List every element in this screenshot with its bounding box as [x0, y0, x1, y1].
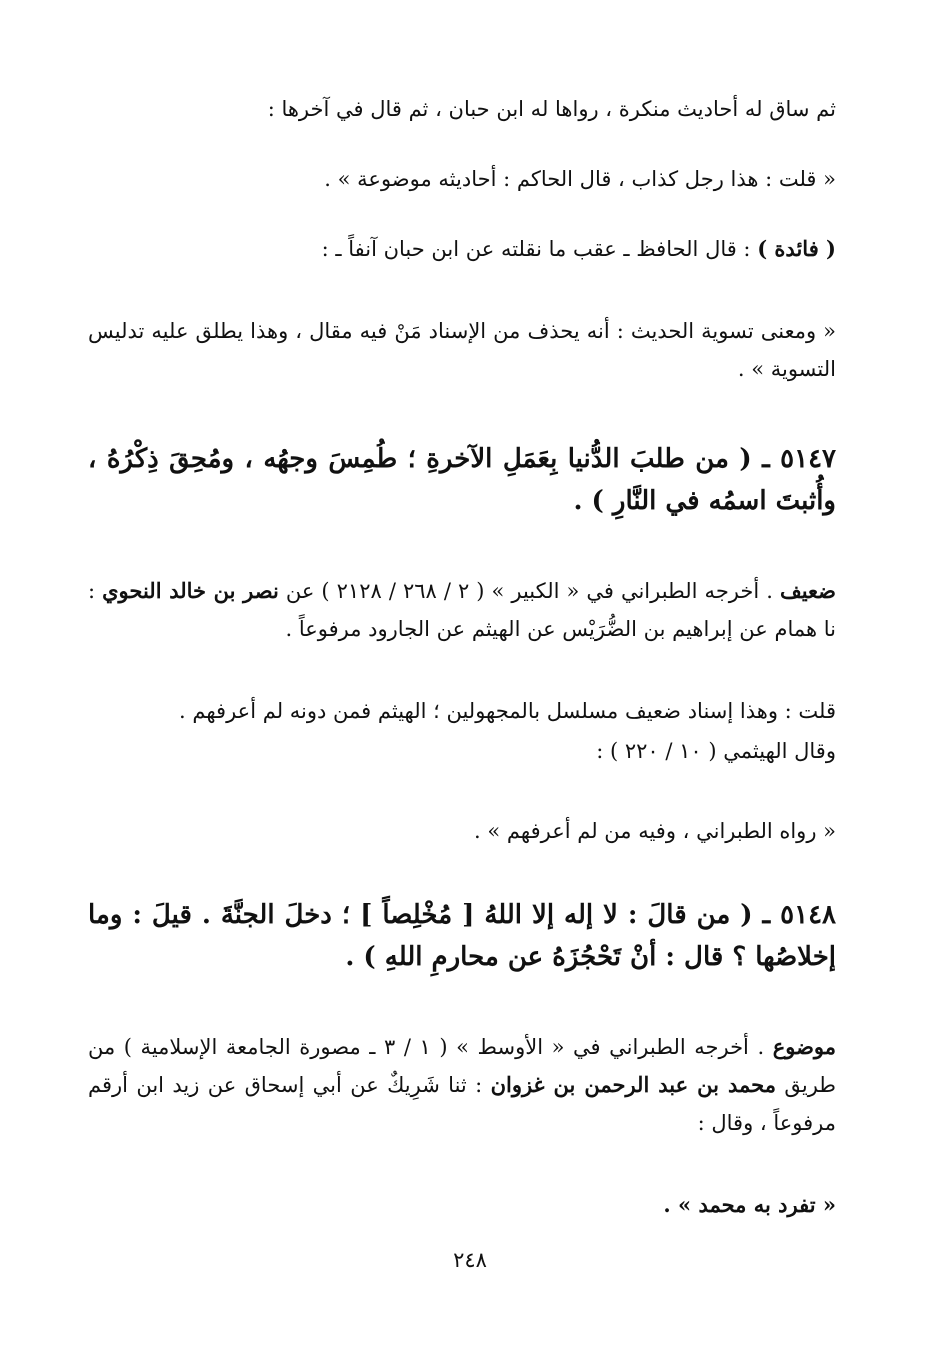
faida-label: ( فائدة ) [757, 236, 836, 261]
page-number: ٢٤٨ [453, 1248, 487, 1272]
takhrij-text-cont: : ثنا شَرِيكٌ عن أبي إسحاق عن زيد ابن أرقم مرفوعاً ، وقال : [88, 1073, 836, 1135]
takhrij-5148 [88, 1028, 836, 1142]
narrator-name: محمد بن عبد الرحمن بن غزوان [490, 1072, 776, 1097]
takhrij-5147 [88, 572, 836, 648]
hadith-5147: ٥١٤٧ ـ ( من طلبَ الدُّنيا بِعَمَلِ الآخرةِ ؛ طُمِسَ وجهُه ، ومُحِقَ ذِكْرُهُ ، وأُثبتَ اسمُه في النَّارِ ) . [88, 444, 836, 516]
hadith-5148: ٥١٤٨ ـ ( من قالَ : لا إله إلا اللهُ [ مُخْلِصاً ] ؛ دخلَ الجنَّةَ . قيلَ : وما إخلاصُها ؟ قال : أنْ تَحْجُزَهُ عن محارمِ اللهِ ) . [88, 900, 836, 972]
text-line-quote-hakim: « قلت : هذا رجل كذاب ، قال الحاكم : أحاديثه موضوعة » . [324, 167, 836, 191]
grade-label: موضوع [772, 1034, 836, 1059]
narrator-name: نصر بن خالد النحوي [102, 578, 279, 603]
quote-haythami: « رواه الطبراني ، وفيه من لم أعرفهم » . [474, 819, 836, 843]
takhrij-text-cont: : نا همام عن إبراهيم بن الضُّرَيْس عن الهيثم عن الجارود مرفوعاً . [88, 579, 836, 641]
paragraph-taswiya: « ومعنى تسوية الحديث : أنه يحذف من الإسناد مَنْ فيه مقال ، وهذا يطلق عليه تدليس التسوية » . [88, 319, 836, 381]
comment-5147-line2: وقال الهيثمي ( ١٠ / ٢٢٠ ) : [596, 739, 836, 763]
grade-label: ضعيف [779, 578, 836, 603]
quote-tafarrud: « تفرد به محمد » . [663, 1192, 836, 1217]
text-line-intro: ثم ساق له أحاديث منكرة ، رواها له ابن حبان ، ثم قال في آخرها : [267, 97, 836, 121]
text-line-faida [88, 232, 836, 266]
comment-5147-line1: قلت : وهذا إسناد ضعيف مسلسل بالمجهولين ؛ الهيثم فمن دونه لم أعرفهم . [179, 699, 836, 723]
takhrij-text: . أخرجه الطبراني في « الكبير » ( ٢ / ٢٦٨ / ٢١٢٨ ) عن [278, 579, 780, 603]
page-body [88, 92, 836, 1222]
takhrij-text: . أخرجه الطبراني في « الأوسط » ( ١ / ٣ ـ مصورة الجامعة الإسلامية ) من طريق [88, 1035, 836, 1097]
faida-text: : قال الحافظ ـ عقب ما نقلته عن ابن حبان آنفاً ـ : [321, 237, 758, 261]
